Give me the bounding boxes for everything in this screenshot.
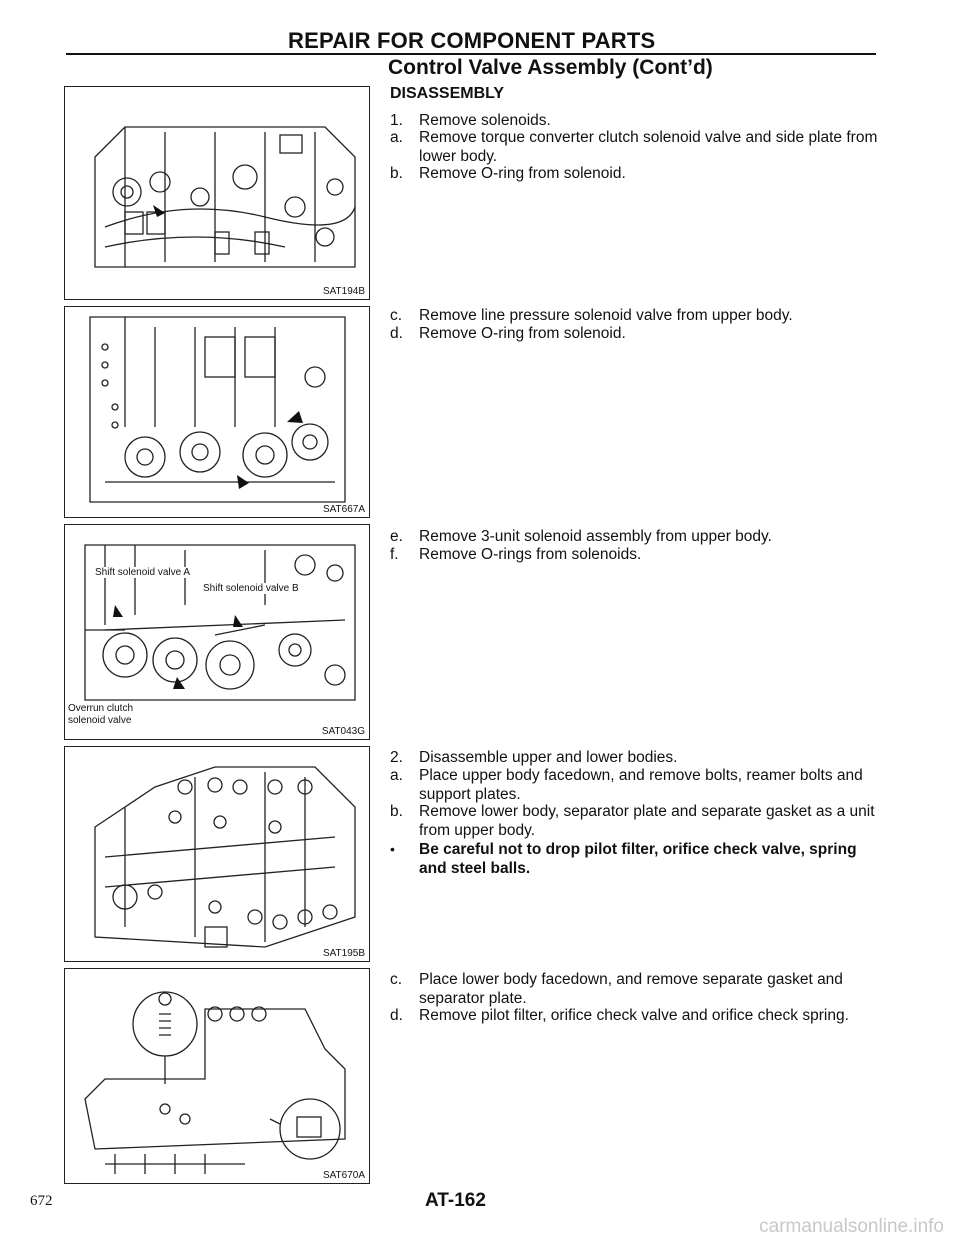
step-1a <box>390 128 880 166</box>
step-text: Remove O-rings from solenoids. <box>419 546 642 563</box>
step-text: Place upper body facedown, and remove bolts, reamer bolts and support plates. <box>419 767 863 803</box>
watermark: carmanualsonline.info <box>759 1216 944 1237</box>
step-1e <box>390 527 880 546</box>
page-code: AT-162 <box>425 1190 486 1211</box>
subsection-title: DISASSEMBLY <box>390 85 505 102</box>
step-number: d. <box>390 325 403 342</box>
figure-code: SAT043G <box>321 726 365 737</box>
shift-solenoid-b-label: Shift solenoid valve B <box>203 583 299 594</box>
step-2a <box>390 766 880 804</box>
step-text: Remove lower body, separator plate and separate gasket as a unit from upper body. <box>419 803 875 839</box>
step-number: 1. <box>390 112 403 129</box>
upper-lower-body-illustration <box>65 747 369 961</box>
step-number: b. <box>390 165 403 182</box>
step-text: Remove 3-unit solenoid assembly from upper body. <box>419 528 772 545</box>
step-text: Disassemble upper and lower bodies. <box>419 749 678 766</box>
figure-sat667a <box>64 306 370 518</box>
step-number: f. <box>390 546 399 563</box>
step-number: a. <box>390 767 403 784</box>
step-2d <box>390 1006 880 1025</box>
caution-text: Be careful not to drop pilot filter, orifice check valve, spring and steel balls. <box>419 841 857 877</box>
step-2b <box>390 802 880 840</box>
header-rule <box>66 53 876 55</box>
step-1f <box>390 545 880 564</box>
figure-code: SAT667A <box>322 504 365 515</box>
overrun-clutch-label: Overrun clutch <box>68 703 134 714</box>
figure-code: SAT670A <box>322 1170 365 1181</box>
step-text: Remove pilot filter, orifice check valve and orifice check spring. <box>419 1007 849 1024</box>
solenoid-side-plate-illustration <box>65 87 369 299</box>
pilot-filter-illustration <box>65 969 369 1183</box>
shift-solenoid-a-label: Shift solenoid valve A <box>95 567 191 578</box>
bullet-icon: • <box>390 841 395 857</box>
line-pressure-solenoid-illustration <box>65 307 369 517</box>
step-number: d. <box>390 1007 403 1024</box>
step-text: Remove torque converter clutch solenoid valve and side plate from lower body. <box>419 129 878 165</box>
figure-code: SAT194B <box>322 286 365 297</box>
section-title: Control Valve Assembly (Cont’d) <box>388 56 713 79</box>
step-2c <box>390 970 880 1008</box>
page-header-title: REPAIR FOR COMPONENT PARTS <box>288 28 656 53</box>
step-number: b. <box>390 803 403 820</box>
step-2 <box>390 748 880 767</box>
figure-code: SAT195B <box>322 948 365 959</box>
page-number: 672 <box>30 1193 53 1209</box>
figure-sat194b <box>64 86 370 300</box>
overrun-solenoid-label: solenoid valve <box>68 715 132 726</box>
caution-note <box>390 840 880 878</box>
step-text: Place lower body facedown, and remove separate gasket and separator plate. <box>419 971 843 1007</box>
step-text: Remove line pressure solenoid valve from upper body. <box>419 307 793 324</box>
step-number: e. <box>390 528 403 545</box>
step-text: Remove O-ring from solenoid. <box>419 165 626 182</box>
figure-sat195b <box>64 746 370 962</box>
step-number: a. <box>390 129 403 146</box>
figure-sat043g <box>64 524 370 740</box>
step-number: c. <box>390 307 403 324</box>
figure-sat670a <box>64 968 370 1184</box>
step-number: 2. <box>390 749 403 766</box>
step-1d <box>390 324 880 343</box>
step-1b <box>390 164 880 183</box>
step-text: Remove solenoids. <box>419 112 551 129</box>
step-1c <box>390 306 880 325</box>
step-text: Remove O-ring from solenoid. <box>419 325 626 342</box>
step-number: c. <box>390 971 403 988</box>
